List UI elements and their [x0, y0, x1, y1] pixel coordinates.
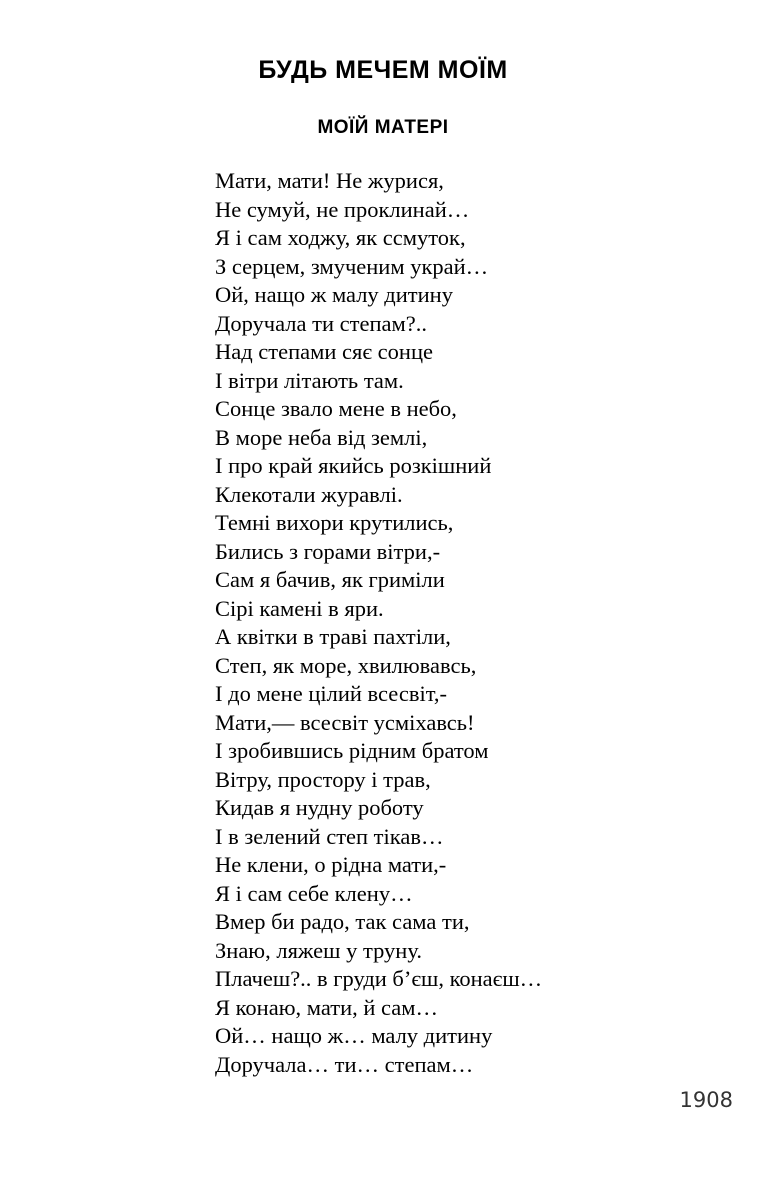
poem-line: Сам я бачив, як гриміли: [215, 567, 445, 592]
poem-line: Доручала ти степам?..: [215, 310, 427, 336]
poem-line: Клекотали журавлі.: [215, 481, 403, 507]
poem-line: І про край якийсь розкішний: [215, 453, 492, 478]
poem-body: [215, 167, 542, 1079]
poem-line: Над степами сяє сонце: [215, 339, 433, 364]
poem-year: 1908: [679, 1088, 733, 1112]
poem-line: Вмер би радо, так сама ти,: [215, 909, 470, 934]
poem-line: Доручала… ти… степам…: [215, 1051, 474, 1077]
poem-line: А квітки в траві пахтіли,: [215, 624, 451, 649]
poem-line: З серцем, змученим украй…: [215, 253, 489, 279]
poem-line: Темні вихори крутились,: [215, 510, 454, 535]
poem-line: Ой, нащо ж малу дитину: [215, 282, 453, 307]
book-title: БУДЬ МЕЧЕМ МОЇМ: [258, 56, 508, 84]
poem-line: Мати, мати! Не журися,: [215, 168, 444, 193]
poem-line: Сонце звало мене в небо,: [215, 396, 457, 421]
poem-line: І в зелений степ тікав…: [215, 823, 444, 849]
poem-line: Ой… нащо ж… малу дитину: [215, 1023, 493, 1048]
poem-line: І до мене цілий всесвіт,-: [215, 681, 447, 706]
poem-line: Я і сам себе клену…: [215, 880, 413, 906]
poem-line: Степ, як море, хвилювавсь,: [215, 652, 477, 678]
poem-line: Сірі камені в яри.: [215, 595, 384, 621]
poem-line: Не клени, о рідна мати,-: [215, 852, 447, 877]
poem-line: І зробившись рідним братом: [215, 738, 489, 763]
poem-line: В море неба від землі,: [215, 424, 428, 450]
poem-line: І вітри літають там.: [215, 367, 404, 393]
poem-line: Кидав я нудну роботу: [215, 795, 424, 820]
poem-line: Плачеш?.. в груди б’єш, конаєш…: [215, 966, 543, 991]
poem-line: Я і сам ходжу, як ссмуток,: [215, 225, 466, 250]
poem-title: МОЇЙ МАТЕРІ: [317, 117, 449, 138]
poem-line: Бились з горами вітри,-: [215, 538, 441, 564]
poem-line: Знаю, ляжеш у труну.: [215, 937, 422, 963]
poem-line: Вітру, простору і трав,: [215, 766, 431, 792]
poem-line: Мати,— всесвіт усміхавсь!: [215, 709, 475, 735]
poem-line: Я конаю, мати, й сам…: [215, 994, 439, 1020]
poem-line: Не сумуй, не проклинай…: [215, 196, 470, 222]
